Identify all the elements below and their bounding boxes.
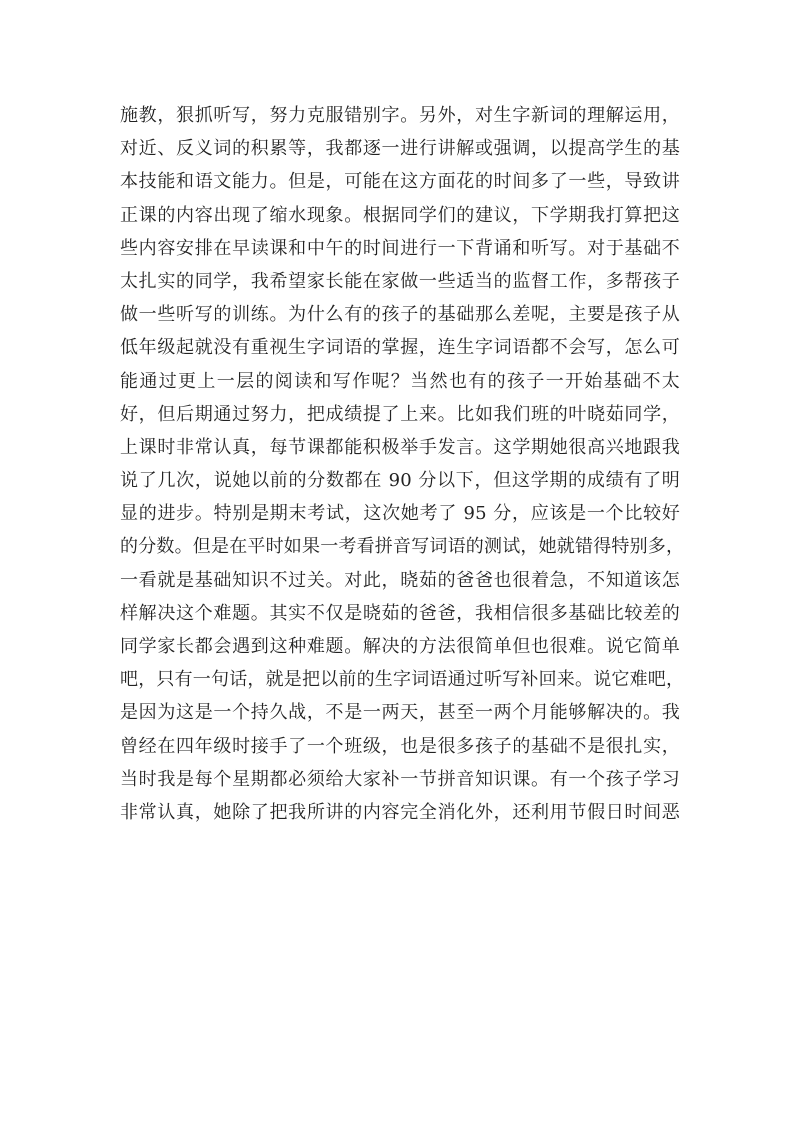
text-line: 非常认真，她除了把我所讲的内容完全消化外，还利用节假日时间恶	[120, 801, 680, 823]
text-line: 本技能和语文能力。但是，可能在这方面花的时间多了一些，导致讲	[120, 171, 680, 193]
text-line: 低年级起就没有重视生字词语的掌握，连生字词语都不会写，怎么可	[120, 337, 680, 359]
text-line: 能通过更上一层的阅读和写作呢？当然也有的孩子一开始基础不太	[120, 370, 680, 392]
text-line: 正课的内容出现了缩水现象。根据同学们的建议，下学期我打算把这	[120, 204, 680, 226]
body-text	[120, 99, 685, 829]
text-line: 同学家长都会遇到这种难题。解决的方法很简单但也很难。说它简单	[120, 636, 680, 657]
text-line: 曾经在四年级时接手了一个班级，也是很多孩子的基础不是很扎实，	[120, 735, 680, 757]
text-line: 当时我是每个星期都必须给大家补一节拼音知识课。有一个孩子学习	[120, 768, 680, 790]
text-line: 施教，狠抓听写，努力克服错别字。另外，对生字新词的理解运用，	[120, 105, 680, 126]
text-line: 的分数。但是在平时如果一考看拼音写词语的测试，她就错得特别多，	[120, 536, 685, 558]
text-line: 好，但后期通过努力，把成绩提了上来。比如我们班的叶晓茹同学，	[120, 403, 680, 425]
text-line: 太扎实的同学，我希望家长能在家做一些适当的监督工作，多帮孩子	[120, 270, 680, 292]
text-line: 上课时非常认真，每节课都能积极举手发言。这学期她很高兴地跟我	[120, 436, 680, 458]
text-line: 对近、反义词的积累等，我都逐一进行讲解或强调，以提高学生的基	[120, 138, 680, 160]
text-line: 样解决这个难题。其实不仅是晓茹的爸爸，我相信很多基础比较差的	[120, 602, 680, 624]
text-line: 是因为这是一个持久战，不是一两天，甚至一两个月能够解决的。我	[120, 702, 680, 724]
text-line: 些内容安排在早读课和中午的时间进行一下背诵和听写。对于基础不	[120, 237, 680, 259]
text-line: 做一些听写的训练。为什么有的孩子的基础那么差呢，主要是孩子从	[120, 304, 680, 326]
text-line: 显的进步。特别是期末考试，这次她考了 95 分，应该是一个比较好	[120, 503, 680, 525]
text-line: 吧，只有一句话，就是把以前的生字词语通过听写补回来。说它难吧，	[120, 669, 685, 691]
text-line: 一看就是基础知识不过关。对此，晓茹的爸爸也很着急，不知道该怎	[120, 569, 680, 591]
text-line: 说了几次，说她以前的分数都在 90 分以下，但这学期的成绩有了明	[120, 470, 680, 492]
